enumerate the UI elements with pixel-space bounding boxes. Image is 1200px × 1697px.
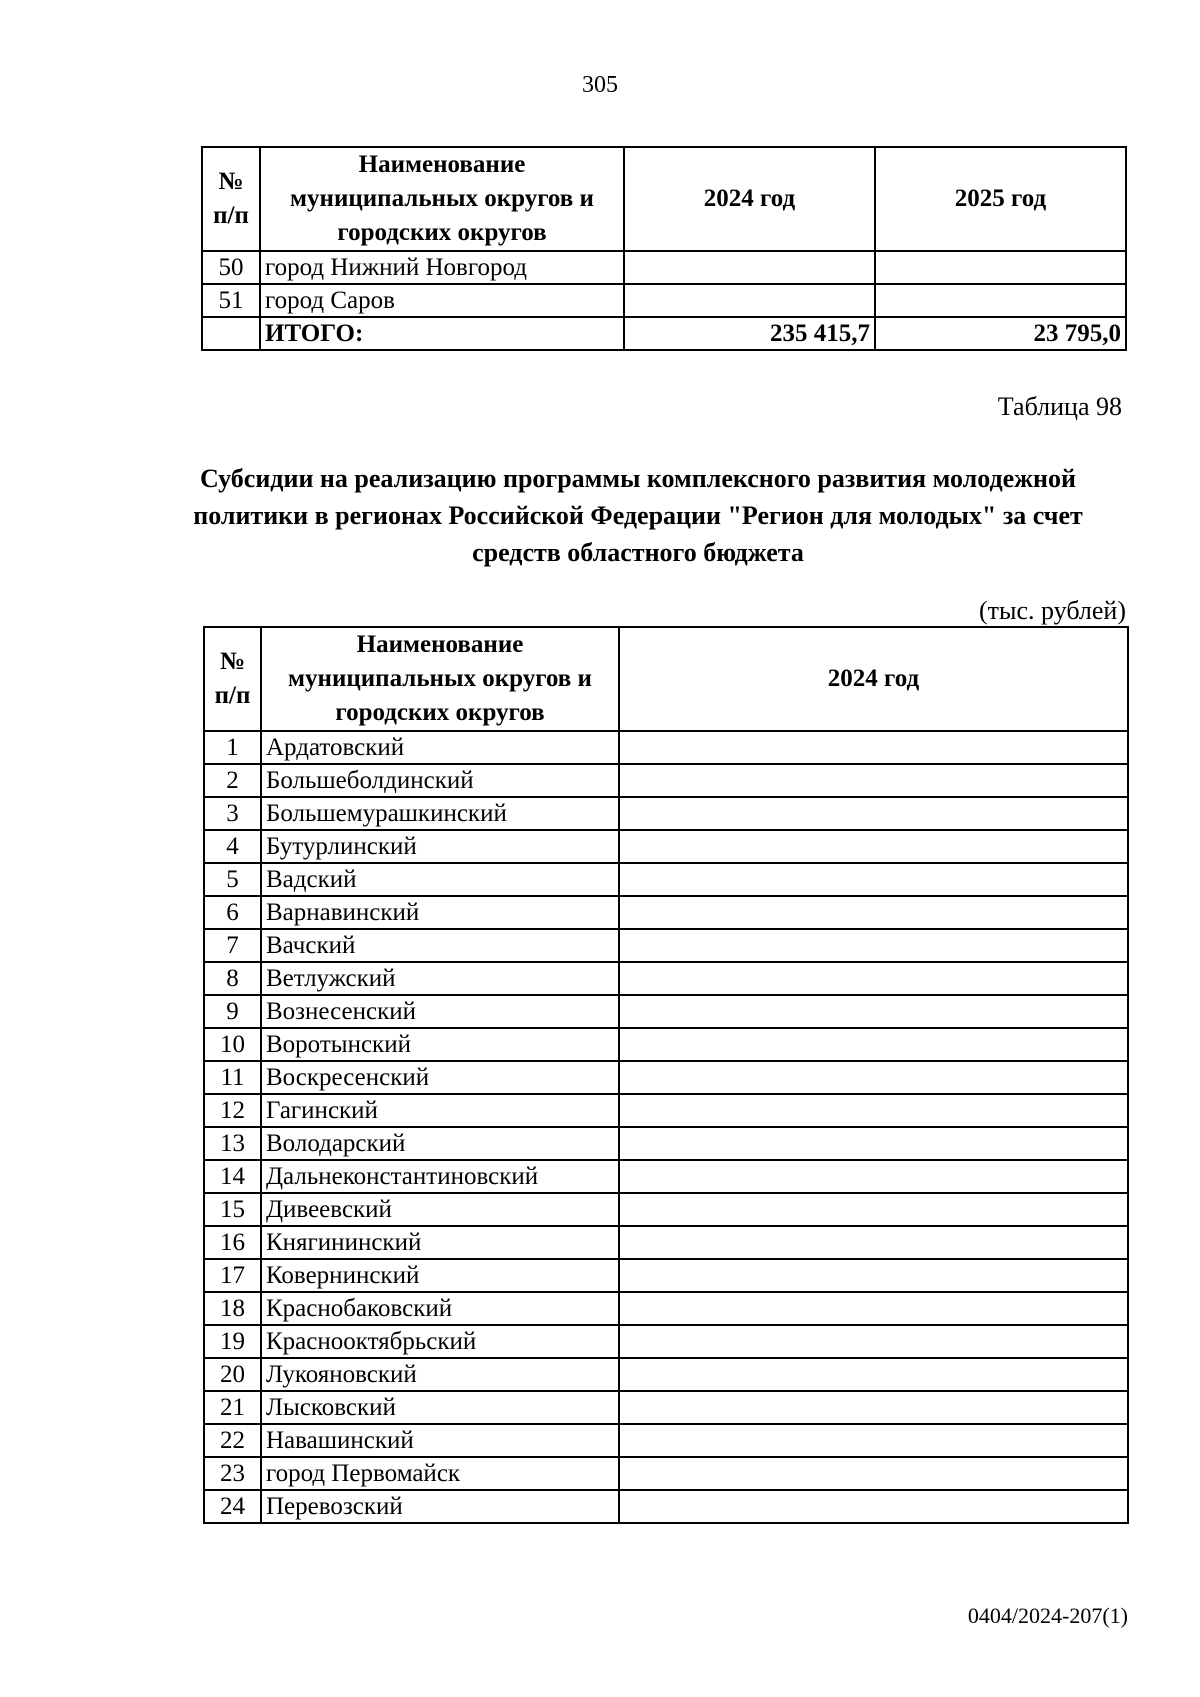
cell-num: 18 <box>204 1292 261 1325</box>
cell-name: Володарский <box>261 1127 619 1160</box>
table-row <box>204 1325 1128 1358</box>
cell-num: 5 <box>204 863 261 896</box>
table-row <box>204 1358 1128 1391</box>
table-row <box>204 962 1128 995</box>
table-row <box>204 863 1128 896</box>
cell-y2024 <box>619 1226 1128 1259</box>
cell-name: Гагинский <box>261 1094 619 1127</box>
table-caption: Таблица 98 <box>997 392 1122 421</box>
total-2025: 23 795,0 <box>875 317 1126 350</box>
table-row <box>204 1226 1128 1259</box>
table-row <box>204 1457 1128 1490</box>
cell-y2024 <box>619 830 1128 863</box>
table-row <box>204 929 1128 962</box>
header-2024: 2024 год <box>624 147 875 251</box>
cell-name: Перевозский <box>261 1490 619 1523</box>
cell-y2024 <box>619 1358 1128 1391</box>
page-number: 305 <box>582 72 618 98</box>
cell-y2024 <box>619 1094 1128 1127</box>
table-row <box>204 830 1128 863</box>
cell-name: Вачский <box>261 929 619 962</box>
cell-num: 9 <box>204 995 261 1028</box>
cell-name: Варнавинский <box>261 896 619 929</box>
cell-num: 4 <box>204 830 261 863</box>
cell-y2024 <box>624 251 875 284</box>
cell-y2024 <box>619 1391 1128 1424</box>
cell-y2024 <box>619 1424 1128 1457</box>
table-row <box>204 1391 1128 1424</box>
cell-name: Дивеевский <box>261 1193 619 1226</box>
units-label: (тыс. рублей) <box>978 596 1126 625</box>
cell-num: 50 <box>202 251 260 284</box>
table-row <box>204 1259 1128 1292</box>
cell-y2024 <box>619 1160 1128 1193</box>
table-row <box>204 1292 1128 1325</box>
cell-name: Воскресенский <box>261 1061 619 1094</box>
cell-y2024 <box>619 764 1128 797</box>
subsidy-table <box>203 626 1129 1524</box>
total-label: ИТОГО: <box>260 317 624 350</box>
cell-y2024 <box>619 962 1128 995</box>
cell-y2024 <box>619 1259 1128 1292</box>
table-row <box>204 995 1128 1028</box>
cell-name: Краснооктябрьский <box>261 1325 619 1358</box>
cell-name: Лысковский <box>261 1391 619 1424</box>
cell-y2024 <box>619 896 1128 929</box>
table-title: Субсидии на реализацию программы комплексного развития молодежной политики в регионах Российской Федерации "Регион для молодых" за счет средств областного бюджета <box>193 464 1083 567</box>
total-2024: 235 415,7 <box>624 317 875 350</box>
cell-num: 8 <box>204 962 261 995</box>
table-row <box>204 1028 1128 1061</box>
cell-num: 22 <box>204 1424 261 1457</box>
cell-num: 21 <box>204 1391 261 1424</box>
cell-name: Ковернинский <box>261 1259 619 1292</box>
table-row <box>204 1094 1128 1127</box>
cell-y2024 <box>619 1325 1128 1358</box>
cell-y2024 <box>619 1127 1128 1160</box>
cell-num: 24 <box>204 1490 261 1523</box>
header-name: Наименование муниципальных округов и городских округов <box>261 627 619 731</box>
cell-num: 10 <box>204 1028 261 1061</box>
cell-y2024 <box>619 1457 1128 1490</box>
table-row <box>202 284 1126 317</box>
cell-name: Вознесенский <box>261 995 619 1028</box>
table-row <box>204 1160 1128 1193</box>
cell-name: город Саров <box>260 284 624 317</box>
document-code: 0404/2024-207(1) <box>967 1603 1128 1628</box>
table-row <box>204 1424 1128 1457</box>
cell-num: 3 <box>204 797 261 830</box>
total-row <box>202 317 1126 350</box>
cell-name: Большемурашкинский <box>261 797 619 830</box>
cell-name: Ветлужский <box>261 962 619 995</box>
cell-num: 14 <box>204 1160 261 1193</box>
cell-y2024 <box>619 863 1128 896</box>
cell-name: Навашинский <box>261 1424 619 1457</box>
cell-num: 6 <box>204 896 261 929</box>
cell-y2024 <box>619 797 1128 830</box>
table-row <box>204 764 1128 797</box>
cell-num: 12 <box>204 1094 261 1127</box>
cell-name: Лукояновский <box>261 1358 619 1391</box>
cell-name: Дальнеконстантиновский <box>261 1160 619 1193</box>
cell-name: Воротынский <box>261 1028 619 1061</box>
cell-num: 23 <box>204 1457 261 1490</box>
header-num: № п/п <box>204 627 261 731</box>
cell-y2024 <box>619 1490 1128 1523</box>
table-row <box>204 1193 1128 1226</box>
cell-num: 15 <box>204 1193 261 1226</box>
cell-y2024 <box>619 1028 1128 1061</box>
cell-y2024 <box>619 995 1128 1028</box>
cell-num: 7 <box>204 929 261 962</box>
cell-y2024 <box>619 1061 1128 1094</box>
cell-num: 1 <box>204 731 261 764</box>
cell-num: 17 <box>204 1259 261 1292</box>
cell-num: 51 <box>202 284 260 317</box>
cell-y2024 <box>619 731 1128 764</box>
cell-num: 11 <box>204 1061 261 1094</box>
header-2025: 2025 год <box>875 147 1126 251</box>
table-row <box>204 1490 1128 1523</box>
cell-name: Краснобаковский <box>261 1292 619 1325</box>
cell-y2025 <box>875 251 1126 284</box>
cell-name: Большеболдинский <box>261 764 619 797</box>
cell-name: Вадский <box>261 863 619 896</box>
cell-y2025 <box>875 284 1126 317</box>
cell-name: Ардатовский <box>261 731 619 764</box>
cell-name: Княгининский <box>261 1226 619 1259</box>
cell-name: город Первомайск <box>261 1457 619 1490</box>
table-row <box>204 797 1128 830</box>
header-2024: 2024 год <box>619 627 1128 731</box>
cell-y2024 <box>619 1292 1128 1325</box>
cell-num: 2 <box>204 764 261 797</box>
header-num: № п/п <box>202 147 260 251</box>
table-row <box>202 251 1126 284</box>
cell-y2024 <box>619 929 1128 962</box>
header-name: Наименование муниципальных округов и городских округов <box>260 147 624 251</box>
cell-y2024 <box>624 284 875 317</box>
table-row <box>204 1127 1128 1160</box>
table-row <box>204 731 1128 764</box>
cell-name: Бутурлинский <box>261 830 619 863</box>
cell-num: 19 <box>204 1325 261 1358</box>
cell-y2024 <box>619 1193 1128 1226</box>
cell-name: город Нижний Новгород <box>260 251 624 284</box>
table-row <box>204 896 1128 929</box>
cell-num: 13 <box>204 1127 261 1160</box>
cell-num: 20 <box>204 1358 261 1391</box>
cell-num: 16 <box>204 1226 261 1259</box>
table-row <box>204 1061 1128 1094</box>
table-continued <box>201 146 1127 351</box>
